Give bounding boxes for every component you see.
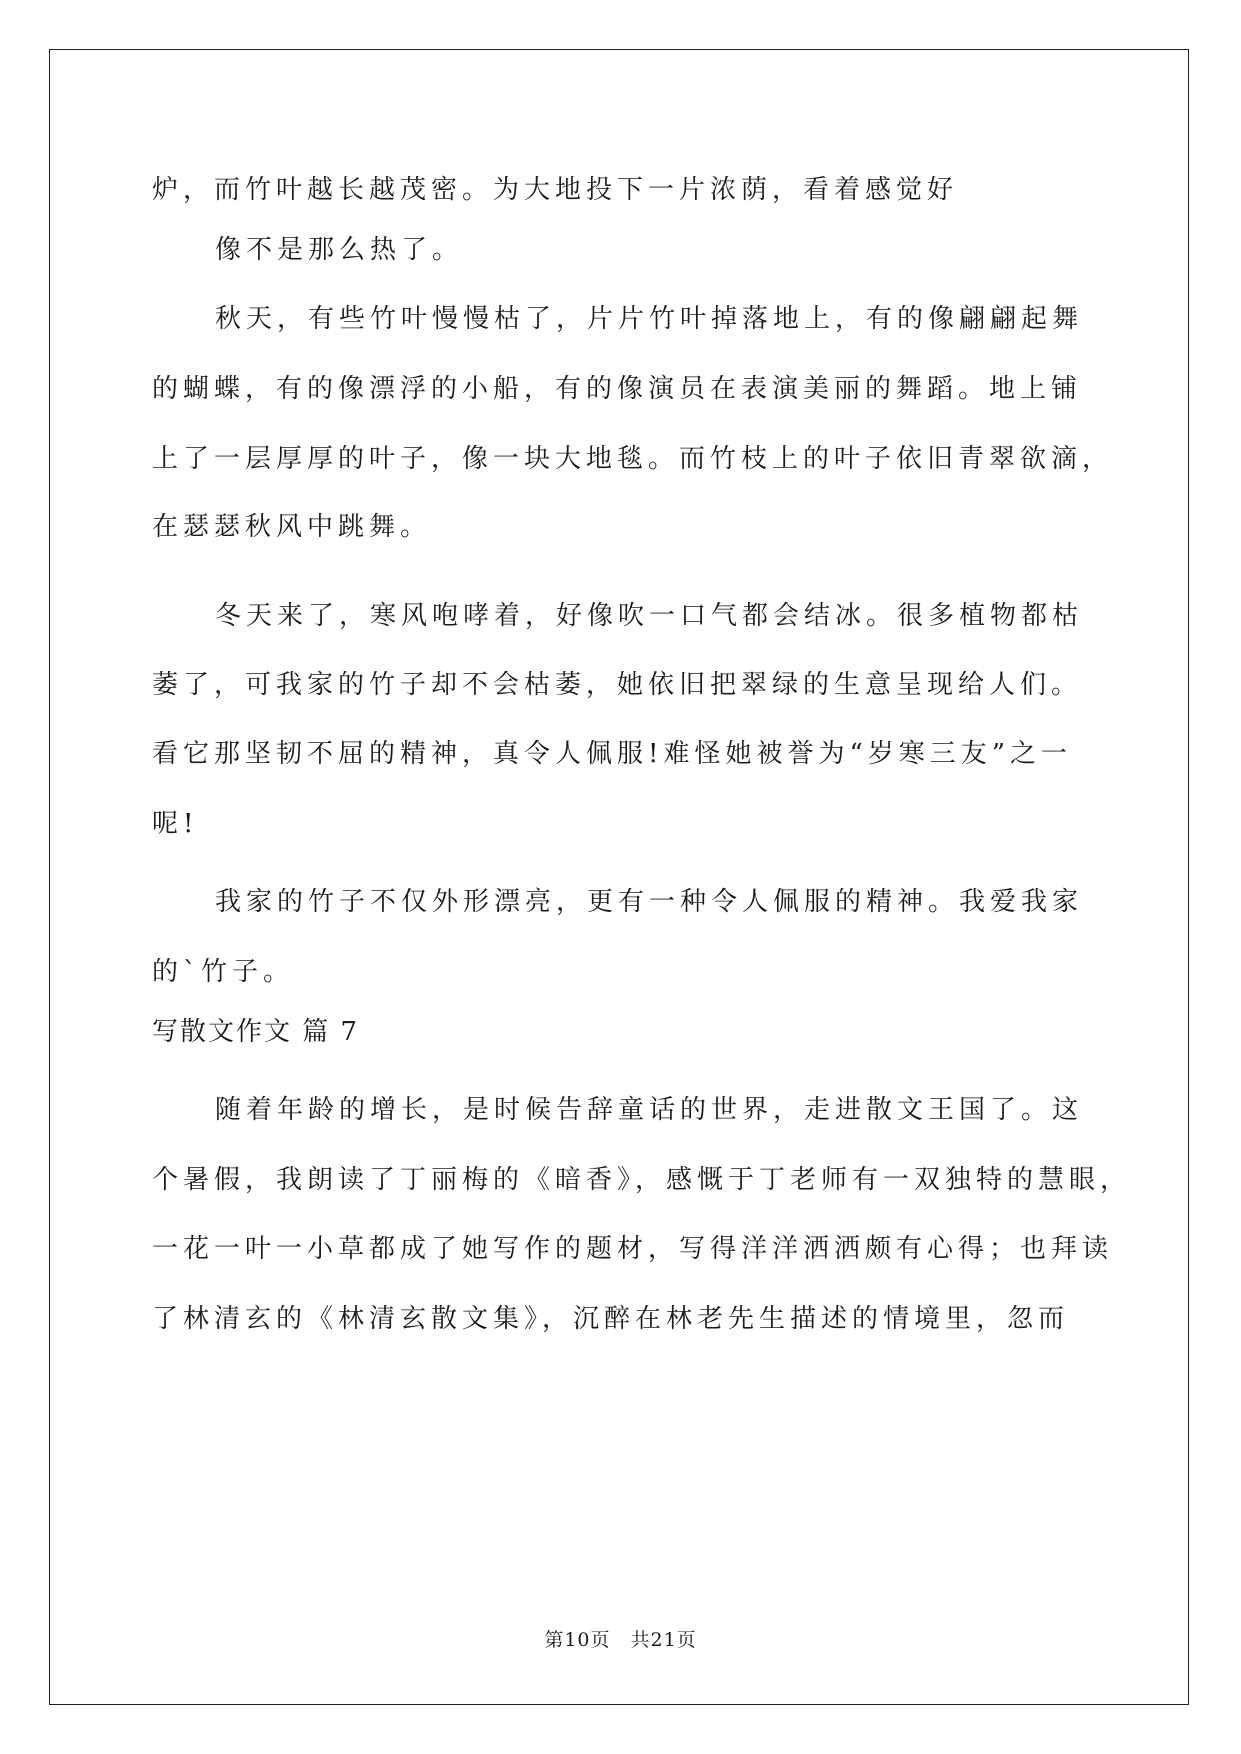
paragraph-line: 了林清玄的《林清玄散文集》，沉醉在林老先生描述的情境里，忽而 — [152, 1304, 1070, 1334]
paragraph-line: 一花一叶一小草都成了她写作的题材，写得洋洋洒洒颇有心得；也拜读 — [152, 1234, 1114, 1264]
paragraph-line: 在瑟瑟秋风中跳舞。 — [152, 512, 432, 542]
page-border — [49, 49, 1189, 1705]
paragraph-line: 萎了，可我家的竹子却不会枯萎，她依旧把翠绿的生意呈现给人们。 — [152, 670, 1083, 700]
paragraph-line: 我家的竹子不仅外形漂亮，更有一种令人佩服的精神。我爱我家 — [215, 887, 1084, 917]
paragraph-line: 呢! — [152, 809, 199, 839]
paragraph-line: 炉，而竹叶越长越茂密。为大地投下一片浓荫，看着感觉好 — [152, 175, 959, 205]
paragraph-line: 随着年龄的增长，是时候告辞童话的世界，走进散文王国了。这 — [215, 1095, 1084, 1125]
paragraph-line: 的蝴蝶，有的像漂浮的小船，有的像演员在表演美丽的舞蹈。地上铺 — [152, 374, 1083, 404]
paragraph-line: 个暑假，我朗读了丁丽梅的《暗香》，感慨于丁老师有一双独特的慧眼， — [152, 1165, 1132, 1195]
paragraph-line: 冬天来了，寒风咆哮着，好像吹一口气都会结冰。很多植物都枯 — [215, 601, 1084, 631]
paragraph-line: 看它那坚韧不屈的精神，真令人佩服!难怪她被誉为“岁寒三友”之一 — [152, 739, 1073, 769]
paragraph-line: 像不是那么热了。 — [215, 235, 464, 265]
paragraph-line: 秋天，有些竹叶慢慢枯了，片片竹叶掉落地上，有的像翩翩起舞 — [215, 304, 1084, 334]
page-number-footer: 第10页 共21页 — [544, 1629, 697, 1651]
paragraph-line: 的`竹子。 — [152, 957, 295, 987]
section-heading: 写散文作文 篇 7 — [152, 1017, 360, 1047]
paragraph-line: 上了一层厚厚的叶子，像一块大地毯。而竹枝上的叶子依旧青翠欲滴， — [152, 444, 1114, 474]
